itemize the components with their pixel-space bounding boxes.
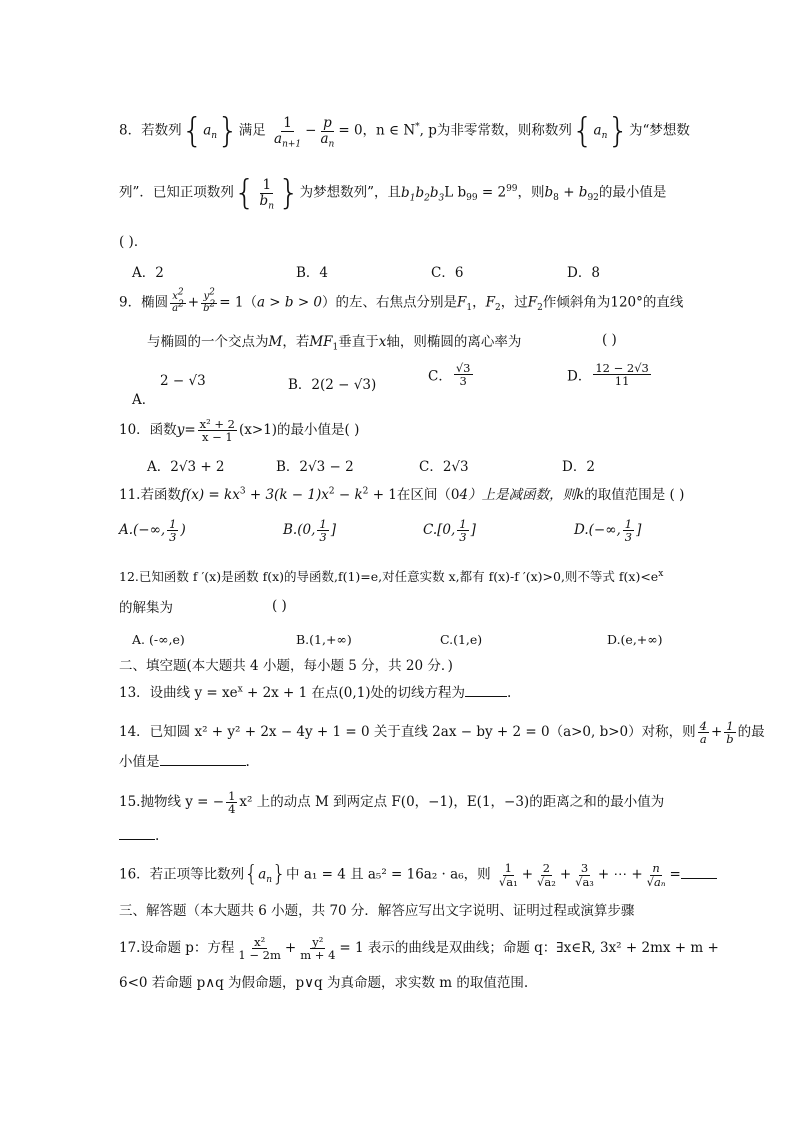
sup: 3 — [239, 486, 246, 497]
q11-option-d[interactable] — [574, 518, 641, 543]
den: √a₂ — [537, 874, 556, 889]
eq: = 1（ — [219, 294, 257, 311]
text: 在区间（0 — [396, 487, 460, 503]
q16-line: 16．若正项等比数列$\{a_n\}$中 a₁ = 4 且 a₅² = 16a₂ · a₆，则 $\frac{1}{\text{√a₁}}$ + $\frac{2}{\text{√a₂}}$ + $\frac{3}{\text{√a₃}}$ + ⋯ + $\frac{n}{\text{√aₙ}}$ = — [119, 858, 717, 892]
frac-x — [170, 287, 186, 314]
frac — [724, 720, 735, 745]
text: 垂直于 — [338, 334, 379, 350]
label: C． — [428, 368, 452, 385]
frac — [497, 862, 520, 887]
value: 2(2 − √3) — [311, 377, 377, 393]
text: ，过 — [500, 294, 528, 311]
text: 10．函数 — [119, 422, 177, 439]
text: 16．若正项等比数列 — [119, 866, 245, 883]
text: + 2x + 1 在点(0,1)处的切线方程为 — [242, 685, 466, 701]
q17-line2: 6<0 若命题 p∧q 为假命题，p∨q 为真命题，求实数 m 的取值范围. — [119, 975, 529, 991]
text: 与椭圆的一个交点为 — [147, 334, 269, 350]
text: = 1 表示的曲线是双曲线；命题 q：∃x∈R, 3x² + 2mx + m + — [339, 940, 719, 957]
brace-right: } — [272, 862, 287, 887]
expr: − k — [334, 487, 363, 503]
text: 13．设曲线 y = xe — [119, 685, 238, 701]
q11-option-c[interactable] — [423, 518, 476, 543]
end: . — [155, 828, 160, 844]
eq: = — [184, 422, 196, 439]
frac — [317, 518, 328, 543]
answer-blank[interactable] — [465, 696, 507, 697]
q8-option-b[interactable]: B．4 — [296, 265, 329, 281]
label: B． — [288, 377, 312, 393]
q12-option-a[interactable]: A. (-∞,e) — [132, 632, 185, 647]
text: ，若 — [282, 334, 310, 350]
sub: n+1 — [282, 139, 302, 150]
sub: 8 — [553, 193, 559, 204]
q10-option-b[interactable]: B．2√3 − 2 — [276, 459, 354, 475]
sub: 99 — [466, 193, 478, 204]
q15-line1 — [119, 790, 664, 815]
den: √a₁ — [498, 874, 518, 889]
sup: x — [237, 684, 243, 695]
num: n — [652, 861, 660, 876]
frac — [645, 862, 668, 887]
den: √a₃ — [575, 874, 594, 889]
section2-heading: 二、填空题(本大题共 4 小题，每小题 5 分，共 20 分．) — [119, 658, 453, 674]
text: = 2 — [477, 184, 507, 201]
brace-left: { — [571, 111, 594, 151]
seq-a: a — [593, 122, 602, 139]
q8-prefix: 8．若数列 — [119, 122, 182, 139]
frac — [236, 936, 283, 961]
M: M — [268, 334, 283, 350]
brace-left: { — [244, 862, 259, 887]
seq-a: a — [203, 122, 212, 139]
frac — [457, 518, 468, 543]
num: 1 — [169, 517, 177, 531]
b: b — [401, 184, 410, 201]
q9-option-a[interactable]: 2 − √3 — [160, 373, 206, 389]
text: 列”．已知正项数列 — [119, 184, 234, 201]
section3-heading: 三、解答题（本大题共 6 小题，共 70 分．解答应写出文字说明、证明过程或演算步骤 — [119, 903, 635, 919]
q8-frac-3 — [258, 177, 276, 212]
num: 1 — [504, 861, 512, 876]
text: (x>1)的最小值是( ) — [239, 422, 360, 439]
num: 12 − 2√3 — [595, 361, 649, 375]
den: a — [699, 732, 707, 747]
q10-option-d[interactable]: D．2 — [562, 459, 595, 475]
b: b — [544, 184, 554, 201]
cond: a > b > 0 — [256, 294, 323, 311]
q12-option-c[interactable]: C.(1,e) — [440, 632, 483, 647]
expr: + 1 — [368, 487, 397, 503]
text: 15.抛物线 y = − — [119, 794, 225, 811]
dots: + ⋯ + — [597, 866, 643, 883]
q12-option-b[interactable]: B.(1,+∞) — [296, 632, 352, 647]
q9-option-b[interactable] — [288, 373, 376, 393]
q8-option-c[interactable]: C．6 — [431, 265, 464, 281]
sub: n — [268, 201, 274, 212]
q11-option-b[interactable] — [283, 518, 336, 543]
q9-line1: 9．椭圆 $\frac{x^2}{a^2}$ + $\frac{y^2}{b^2}$ = 1（a > b > 0）的左、右焦点分别是$F_1$，$F_2$，过$F_2$作倾斜角为120°的直线 — [119, 287, 684, 314]
frac — [198, 418, 237, 443]
den: x − 1 — [201, 430, 233, 445]
num: 1 — [726, 719, 734, 733]
frac — [167, 518, 178, 543]
text: 9．椭圆 — [119, 294, 169, 311]
den: m + 4 — [300, 948, 336, 963]
den — [272, 130, 303, 150]
eq: = — [669, 866, 681, 883]
close: ] — [330, 522, 336, 539]
den: 4 — [228, 802, 236, 817]
den — [318, 130, 336, 150]
q11-line — [119, 485, 684, 505]
num: 3 — [580, 861, 589, 876]
text: 小值是 — [119, 754, 160, 770]
q14-line2 — [119, 752, 250, 772]
den-text: a — [274, 130, 283, 147]
text: 17.设命题 p：方程 — [119, 940, 235, 957]
label: C.[0, — [423, 522, 456, 539]
q14-line1 — [119, 720, 765, 745]
frac — [593, 362, 651, 387]
n-text: y — [203, 291, 210, 302]
q8-paren: ( )． — [119, 234, 148, 250]
F: F — [485, 294, 496, 311]
plus: + — [710, 724, 723, 741]
q12-line1 — [119, 567, 663, 587]
q8-option-a[interactable]: A．2 — [132, 265, 164, 281]
text: 为梦想数列”，且 — [299, 184, 402, 201]
den: 3 — [459, 530, 467, 545]
expr: + 3(k − 1)x — [245, 487, 329, 503]
label: A.(−∞, — [119, 522, 166, 539]
eq: = 0 — [338, 122, 363, 139]
brace-left: { — [181, 111, 204, 151]
frac — [698, 720, 709, 745]
sup: 2 — [362, 486, 369, 497]
den: √aₙ — [646, 874, 666, 889]
d-text: b — [203, 302, 210, 314]
sub: n — [266, 875, 273, 886]
q15-line2 — [119, 826, 159, 846]
sub: n — [328, 139, 335, 150]
frac — [454, 362, 473, 387]
sup: x — [658, 568, 664, 579]
product: $b_1b_2b_3$ — [401, 184, 445, 204]
frac — [535, 862, 558, 887]
q8-frac-2 — [318, 115, 336, 150]
close: ) — [180, 522, 186, 539]
den-text: b — [259, 192, 269, 209]
den: 11 — [614, 374, 630, 389]
brace-right: } — [217, 111, 239, 151]
q9-line2: 与椭圆的一个交点为M，若$MF_1$垂直于x轴，则椭圆的离心率为 — [147, 334, 522, 353]
plus-b: + b — [558, 184, 588, 201]
num: 2 — [542, 861, 551, 876]
q9-paren: ( ) — [602, 332, 617, 348]
plus: + — [187, 294, 200, 311]
text: 4）上是减函数，则 — [459, 487, 577, 503]
den: 3 — [169, 530, 177, 545]
q8-line1 — [119, 111, 690, 151]
den: 1 − 2m — [238, 948, 281, 963]
den: $b^2$ — [203, 299, 216, 314]
cond: ，n ∈ N — [362, 122, 416, 139]
end: . — [245, 754, 250, 770]
text: 的最小值是 — [598, 184, 667, 201]
plus: + — [284, 940, 297, 957]
MF: MF — [309, 334, 333, 350]
text: 的最 — [737, 724, 765, 741]
q10-line — [119, 418, 359, 443]
num: 4 — [699, 719, 707, 733]
num: 1 — [624, 517, 633, 531]
num: x² — [254, 935, 266, 949]
q9-option-a-label[interactable]: A． — [132, 392, 156, 408]
k: k — [576, 487, 585, 503]
q12-line2: 的解集为 — [119, 600, 173, 616]
num: $x^2$ — [172, 287, 184, 302]
frac — [226, 790, 237, 815]
sub: n — [211, 131, 218, 142]
minus: − — [305, 122, 317, 139]
q9-option-c[interactable] — [428, 362, 475, 387]
num: $y^2$ — [203, 287, 215, 302]
num: √3 — [455, 361, 471, 375]
end: . — [507, 685, 512, 701]
q10-option-a[interactable]: A．2√3 + 2 — [147, 459, 225, 475]
q10-option-c[interactable]: C．2√3 — [419, 459, 469, 475]
q11-option-a[interactable] — [119, 518, 186, 543]
answer-blank[interactable] — [681, 878, 717, 879]
q8-tail: 为“梦想数 — [629, 122, 690, 139]
n-text: x — [172, 291, 178, 302]
sup: 99 — [506, 184, 518, 194]
sub: n — [601, 131, 608, 142]
text: 中 a₁ = 4 且 a₅² = 16a₂ · a₆，则 — [286, 866, 491, 883]
den: $a^2$ — [172, 299, 184, 314]
num: 1 — [283, 115, 292, 132]
num: x² + 2 — [199, 417, 235, 431]
q13-line — [119, 683, 511, 703]
brace-left: { — [233, 173, 256, 213]
q8-line2 — [119, 173, 667, 213]
cond2: , p为非零常数，则称数列 — [419, 122, 572, 139]
label: D.(−∞, — [574, 522, 621, 539]
num: 1 — [262, 177, 272, 194]
q9-option-d[interactable] — [567, 362, 653, 387]
q8-option-d[interactable]: D．8 — [567, 265, 600, 281]
text: 12.已知函数 f ′(x)是函数 f(x)的导函数,f(1)=e,对任意实数 x,都有 f(x)-f ′(x)>0,则不等式 f(x)<e — [119, 569, 659, 584]
close: ] — [636, 522, 642, 539]
den: 3 — [459, 374, 467, 389]
den: b — [726, 732, 734, 747]
sup: * — [415, 122, 420, 132]
num: y² — [312, 935, 324, 949]
label: D． — [567, 368, 592, 385]
text: 轴，则椭圆的离心率为 — [386, 334, 522, 350]
brace-right: } — [278, 173, 300, 213]
text: 11.若函数 — [119, 487, 181, 503]
x: x — [378, 334, 387, 350]
label: B.(0, — [283, 522, 316, 539]
num: 1 — [459, 517, 467, 531]
text: x² 上的动点 M 到两定点 F(0，−1)，E(1，−3)的距离之和的最小值为 — [239, 794, 665, 811]
y: y — [176, 422, 185, 439]
q12-paren: ( ) — [272, 598, 287, 614]
text: 作倾斜角为120°的直线 — [542, 294, 684, 311]
frac — [573, 862, 596, 887]
close: ] — [470, 522, 476, 539]
sup: 2 — [328, 486, 335, 497]
sub: 92 — [587, 193, 599, 204]
num: 1 — [228, 789, 236, 803]
answer-blank[interactable] — [160, 765, 246, 766]
den: 3 — [319, 530, 327, 545]
den-text: a — [320, 130, 329, 147]
seq: a — [258, 866, 267, 883]
brace-right: } — [607, 111, 630, 151]
num: 1 — [319, 517, 327, 531]
text: L b — [444, 184, 467, 201]
num: p — [323, 115, 332, 132]
text: 的取值范围是 ( ) — [584, 487, 685, 503]
d-text: a — [172, 302, 179, 314]
q8-frac-1 — [272, 115, 303, 150]
den — [258, 192, 276, 212]
text: ）的左、右焦点分别是 — [322, 294, 458, 311]
q8-text: 满足 — [238, 122, 266, 139]
frac-y — [201, 287, 217, 314]
q12-option-d[interactable]: D.(e,+∞) — [607, 632, 663, 647]
frac — [298, 936, 337, 961]
text: ，则 — [517, 184, 545, 201]
expr: f(x) = kx — [180, 487, 240, 503]
frac — [623, 518, 634, 543]
q17-line1 — [119, 936, 719, 961]
den: 3 — [624, 530, 633, 545]
answer-blank[interactable] — [119, 839, 155, 840]
text: 14．已知圆 x² + y² + 2x − 4y + 1 = 0 关于直线 2ax − by + 2 = 0（a>0, b>0）对称，则 — [119, 724, 696, 741]
F: F — [457, 294, 467, 311]
